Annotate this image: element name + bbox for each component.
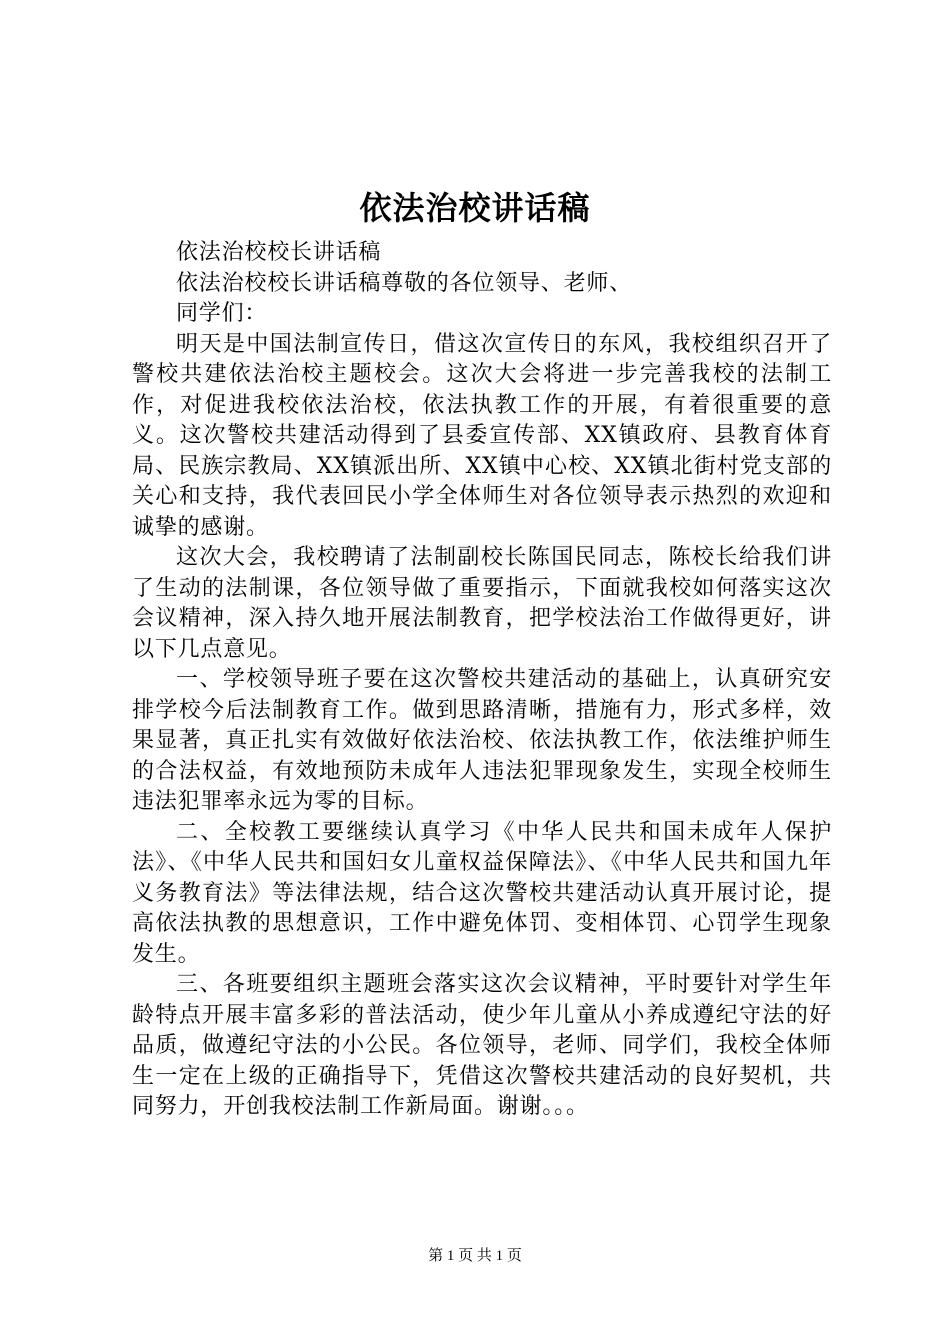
paragraph-greeting-line: 依法治校校长讲话稿尊敬的各位领导、老师、 xyxy=(176,270,633,296)
paragraph-salutation: 同学们： xyxy=(176,301,268,326)
paragraph-meeting: 这次大会，我校聘请了法制副校长陈国民同志，陈校长给我们讲了生动的法制课，各位领导做了重要指示，下面就我校如何落实这次会议精神，深入持久地开展法制教育，把学校法治工作做得更好，讲以下几点意见。 xyxy=(132,545,832,662)
paragraph-point-three: 三、各班要组织主题班会落实这次会议精神，平时要针对学生年龄特点开展丰富多彩的普法活动，使少年儿童从小养成遵纪守法的好品质，做遵纪守法的小公民。各位领导，老师、同学们，我校全体师生一定在上级的正确指导下，凭借这次警校共建活动的良好契机，共同努力，开创我校法制工作新局面。谢谢。。。 xyxy=(132,972,832,1119)
paragraph-subtitle: 依法治校校长讲话稿 xyxy=(176,240,382,265)
paragraph-point-two: 二、全校教工要继续认真学习《中华人民共和国未成年人保护法》、《中华人民共和国妇女儿童权益保障法》、《中华人民共和国九年义务教育法》等法律法规，结合这次警校共建活动认真开展讨论，提高依法执教的思想意识，工作中避免体罚、变相体罚、心罚学生现象发生。 xyxy=(132,819,832,967)
paragraph-point-one: 一、学校领导班子要在这次警校共建活动的基础上，认真研究安排学校今后法制教育工作。做到思路清晰，措施有力，形式多样，效果显著，真正扎实有效做好依法治校、依法执教工作，依法维护师生的合法权益，有效地预防未成年人违法犯罪现象发生，实现全校师生违法犯罪率永远为零的目标。 xyxy=(132,667,832,814)
page-footer: 第 1 页 共 1 页 xyxy=(428,1248,522,1264)
document-body xyxy=(132,238,832,1123)
document-title: 依法治校讲话稿 xyxy=(359,189,591,227)
paragraph-intro: 明天是中国法制宣传日，借这次宣传日的东风，我校组织召开了警校共建依法治校主题校会。这次大会将进一步完善我校的法制工作，对促进我校依法治校，依法执教工作的开展，有着很重要的意义。这次警校共建活动得到了县委宣传部、XX镇政府、县教育体育局、民族宗教局、XX镇派出所、XX镇中心校、XX镇北街村党支部的关心和支持，我代表回民小学全体师生对各位领导表示热烈的欢迎和诚挚的感谢。 xyxy=(132,331,832,540)
